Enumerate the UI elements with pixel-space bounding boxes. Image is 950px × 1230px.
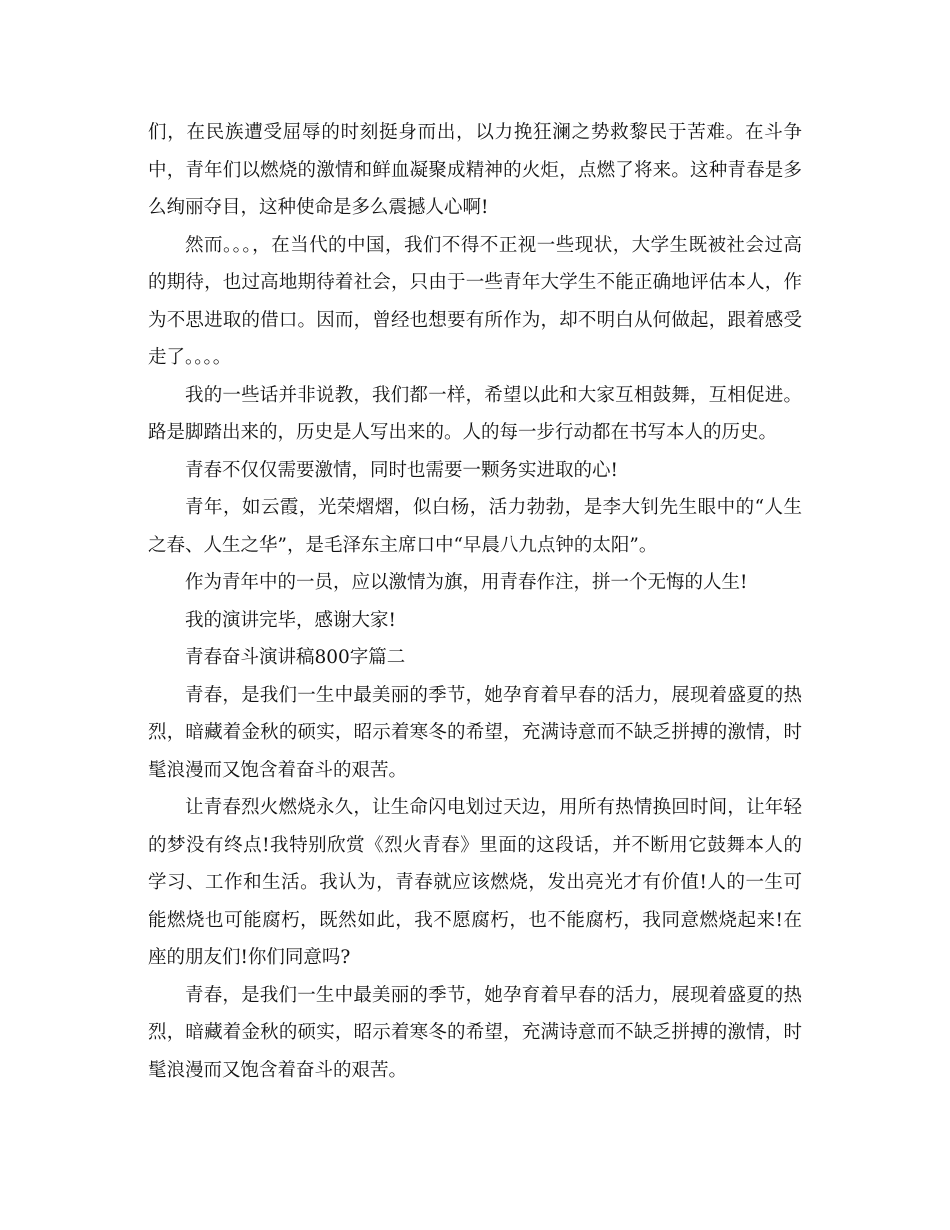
- paragraph: 让青春烈火燃烧永久，让生命闪电划过天边，用所有热情换回时间，让年轻的梦没有终点!我特别欣赏《烈火青春》里面的这段话，并不断用它鼓舞本人的学习、工作和生活。我认为，青春就应该燃烧，发出亮光才有价值!人的一生可能燃烧也可能腐朽，既然如此，我不愿腐朽，也不能腐朽，我同意燃烧起来!在座的朋友们!你们同意吗?: [148, 797, 802, 968]
- paragraph: 青年，如云霞，光荣熠熠，似白杨，活力勃勃，是李大钊先生眼中的“人生之春、人生之华”，是毛泽东主席口中“早晨八九点钟的太阳”。: [148, 497, 802, 556]
- paragraph: 作为青年中的一员，应以激情为旗，用青春作注，拼一个无悔的人生!: [185, 572, 748, 593]
- section-title: 青春奋斗演讲稿800字篇二: [185, 647, 406, 668]
- paragraph: 然而。。。，在当代的中国，我们不得不正视一些现状，大学生既被社会过高的期待，也过高地期待着社会，只由于一些青年大学生不能正确地评估本人，作为不思进取的借口。因而，曾经也想要有所作为，却不明白从何做起，跟着感受走了。。。。: [148, 234, 802, 368]
- paragraph: 青春，是我们一生中最美丽的季节，她孕育着早春的活力，展现着盛夏的热烈，暗藏着金秋的硕实，昭示着寒冬的希望，充满诗意而不缺乏拼搏的激情，时髦浪漫而又饱含着奋斗的艰苦。: [148, 984, 802, 1081]
- paragraph: 青春，是我们一生中最美丽的季节，她孕育着早春的活力，展现着盛夏的热烈，暗藏着金秋的硕实，昭示着寒冬的希望，充满诗意而不缺乏拼搏的激情，时髦浪漫而又饱含着奋斗的艰苦。: [148, 684, 802, 781]
- paragraph: 我的一些话并非说教，我们都一样，希望以此和大家互相鼓舞，互相促进。路是脚踏出来的，历史是人写出来的。人的每一步行动都在书写本人的历史。: [148, 384, 802, 443]
- paragraph-continuation: 们，在民族遭受屈辱的时刻挺身而出，以力挽狂澜之势救黎民于苦难。在斗争中，青年们以燃烧的激情和鲜血凝聚成精神的火炬，点燃了将来。这种青春是多么绚丽夺目，这种使命是多么震撼人心啊!: [148, 122, 802, 218]
- document-body: [148, 114, 802, 1089]
- paragraph: 我的演讲完毕，感谢大家!: [185, 609, 396, 631]
- paragraph: 青春不仅仅需要激情，同时也需要一颗务实进取的心!: [185, 459, 618, 481]
